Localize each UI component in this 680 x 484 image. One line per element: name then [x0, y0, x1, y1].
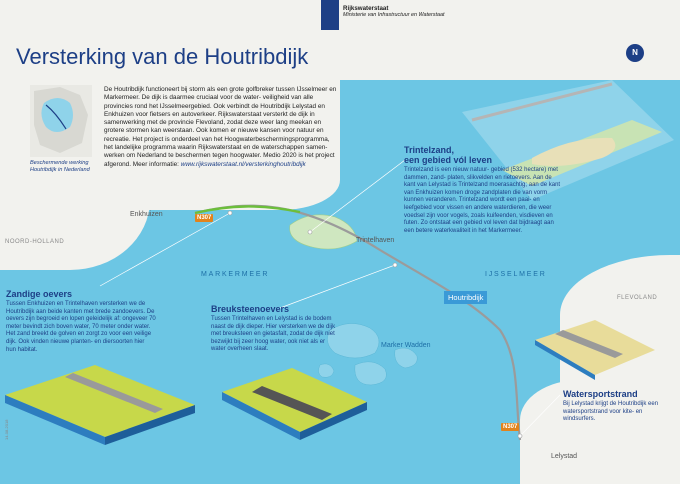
inset-map — [30, 85, 92, 157]
road-badge-n307-top: N307 — [197, 215, 212, 221]
trintelzand-heading-line2: een gebied vól leven — [404, 155, 493, 165]
breuksteen-heading: Breuksteenoevers — [211, 304, 290, 314]
page-title: Versterking van de Houtribdijk — [16, 44, 309, 69]
label-markermeer: MARKERMEER — [201, 271, 270, 278]
footer-code: 14-08-2018 — [4, 419, 9, 440]
intro-body: De Houtribdijk functioneert bij storm als een grote golfbreker tussen IJsselmeer en Markermeer. De dijk is daarmee cruciaal voor de water- veiligheid van alle provincies rond het IJsselmeergebied. Ook verbindt de Houtribdijk Lelystad en Enkhuizen voor fietsers en autoverkeer. Rijkswaterstaat versterkt de dijk in samenwerking met de provincie Flevoland, zodat deze weer lang meekan en grotere stormen kan weerstaan. Ook komen er nieuwe kansen voor natuur en recreatie. Het project is onderdeel van het Hoogwaterbeschermingsprogramma, het landelijke programma waarin Rijkswaterstaat en de waterschappen samen- werken om Nederland te beschermen tegen hoogwater. Medio 2020 is het project afgerond. Meer informatie: — [104, 86, 337, 168]
breuksteen-text: Tussen Trintelhaven en Lelystad is de bodem naast de dijk dieper. Hier versterken we de dijk met breuksteen en gietasfalt, zodat de dijk niet bezwijkt bij zeer hoog water, ook niet als er water overheen slaat. — [211, 316, 336, 353]
ministry-name: Ministerie van Infrastructuur en Waterstaat — [343, 12, 445, 18]
intro-text — [104, 86, 338, 169]
zandige-oevers-illustration — [5, 355, 195, 445]
label-noord-holland: NOORD-HOLLAND — [5, 239, 65, 245]
label-lelystad: Lelystad — [551, 453, 578, 460]
compass-label: N — [632, 48, 638, 57]
label-flevoland: FLEVOLAND — [617, 295, 658, 301]
label-marker-wadden: Marker Wadden — [381, 342, 431, 349]
trintelzand-heading — [404, 145, 492, 165]
label-ijsselmeer: IJSSELMEER — [485, 271, 547, 278]
breuksteen-illustration — [222, 362, 367, 442]
houtribdijk-tag: Houtribdijk — [444, 291, 487, 304]
trintelzand-text: Trintelzand is een nieuw natuur- gebied (532 hectare) met dammen, zand- platen, slikvelden en rietoevers. Aan de kant van Lelystad is Trintelzand moerasachtig; aan de kant van Enkhuizen komen droge zandplaten die van vorm kunnen veranderen. Trintelzand wordt een paai- en leefgebied voor vissen en andere waterdieren, die weer voedsel zijn voor vogels, zoals kuifeenden, visdieven en futen. Zo ontstaat een gebied vol leven dat bijdraagt aan een betere waterkwaliteit in het Markermeer. — [404, 167, 561, 234]
intro-link[interactable]: www.rijkswaterstaat.nl/versterkinghoutribdijk — [180, 160, 306, 168]
label-enkhuizen: Enkhuizen — [130, 211, 163, 218]
header-org — [343, 5, 444, 18]
compass-icon — [626, 44, 644, 62]
road-badge-n307-bottom: N307 — [503, 424, 518, 430]
label-trintelhaven: Trintelhaven — [356, 237, 395, 244]
rijkswaterstaat-logo — [321, 0, 339, 30]
zandige-heading: Zandige oevers — [6, 289, 73, 299]
watersport-text: Bij Lelystad krijgt de Houtribdijk een watersportstrand voor kite- en windsurfers. — [563, 401, 659, 423]
trintelzand-heading-line1: Trintelzand, — [404, 145, 455, 155]
watersport-heading: Watersportstrand — [563, 389, 638, 399]
watersport-illustration — [535, 320, 655, 380]
zandige-text: Tussen Enkhuizen en Trintelhaven versterken we de Houtribdijk aan beide kanten met brede zandoevers. De oevers zijn begroeid en lopen geleidelijk af: ongeveer 70 meter bevindt zich boven water, 70 meter onder water. Het zand breekt de golven en zorgt zo voor een veilige dijk. Ook vinden nieuwe planten- en diersoorten hier hun habitat. — [6, 301, 156, 353]
inset-caption: Beschermende werking Houtribdijk in Nederland — [30, 160, 90, 173]
org-name: Rijkswaterstaat — [343, 5, 389, 12]
